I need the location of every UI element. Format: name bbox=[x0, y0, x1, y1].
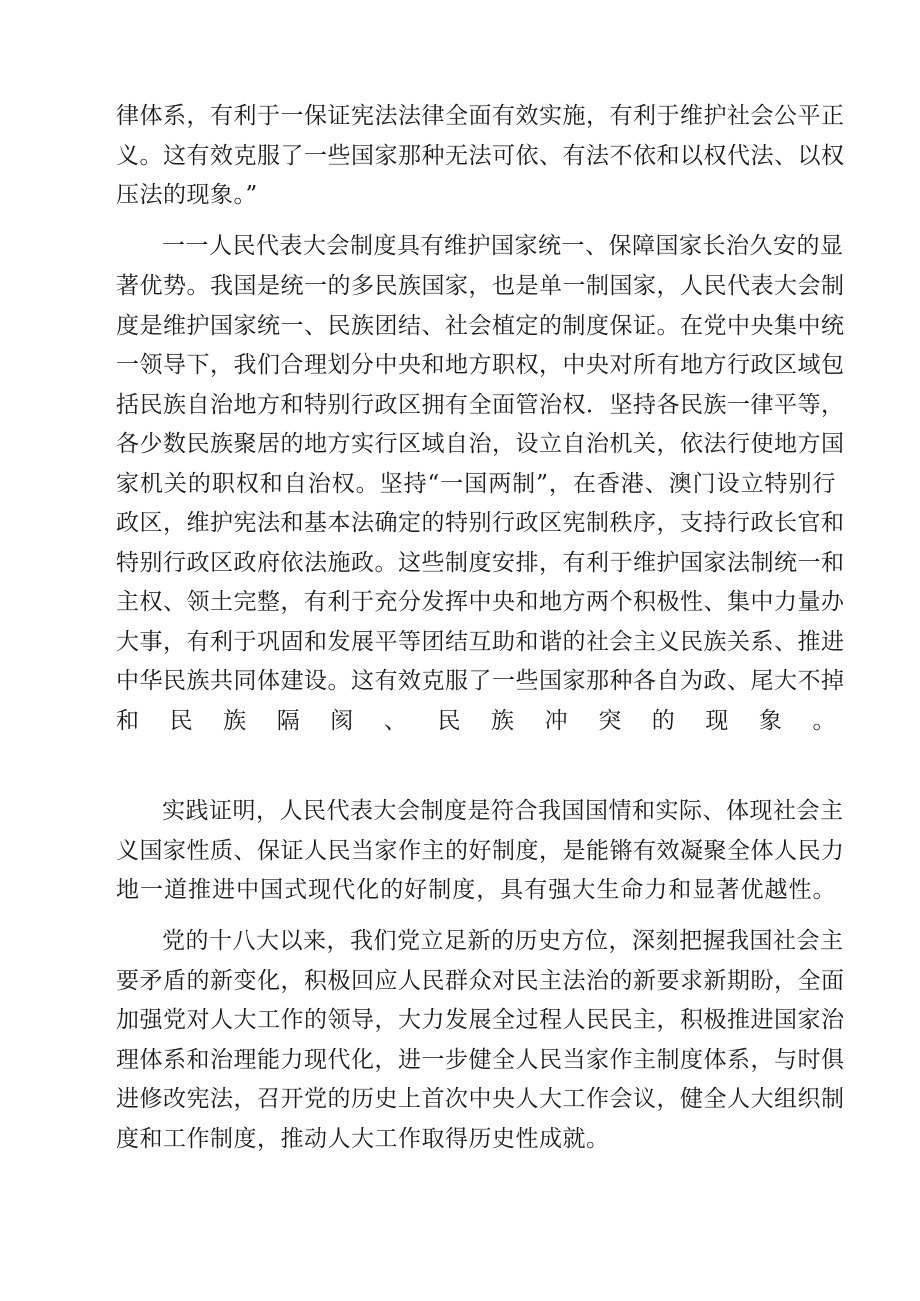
paragraph-2-line-6: 各少数民族聚居的地方实行区域自治，设立自治机关，依法行使地方国 bbox=[116, 431, 845, 457]
paragraph-2-line-8: 政区，维护宪法和基本法确定的特别行政区宪制秩序，支持行政长官和 bbox=[116, 510, 845, 536]
paragraph-2-line-9: 特别行政区政府依法施政。这些制度安排，有利于维护国家法制统一和 bbox=[116, 550, 845, 576]
paragraph-2-line-11: 大事，有利于巩固和发展平等团结互助和谐的社会主义民族关系、推进 bbox=[116, 629, 845, 655]
paragraph-1-line-2: 义。这有效克服了一些国家那种无法可依、有法不依和以权代法、以权 bbox=[116, 143, 845, 169]
paragraph-2-line-5: 括民族自治地方和特别行政区拥有全面管治权．坚持各民族一律平等， bbox=[116, 392, 845, 418]
paragraph-2-line-3: 度是维护国家统一、民族团结、社会植定的制度保证。在党中央集中统 bbox=[116, 313, 845, 339]
paragraph-3-line-1: 实践证明，人民代表大会制度是符合我国国情和实际、体现社会主 bbox=[162, 798, 844, 824]
paragraph-2-line-4: 一领导下，我们合理划分中央和地方职权，中央对所有地方行政区域包 bbox=[116, 352, 845, 378]
paragraph-4-line-2: 要矛盾的新变化，积极回应人民群众对民主法治的新要求新期盼，全面 bbox=[116, 968, 845, 994]
paragraph-4-line-3: 加强党对人大工作的领导，大力发展全过程人民民主，积极推进国家治 bbox=[116, 1007, 845, 1033]
paragraph-2-line-1: 一一人民代表大会制度具有维护国家统一、保障国家长治久安的显 bbox=[162, 233, 844, 259]
paragraph-1-line-3: 压法的现象。” bbox=[116, 182, 258, 208]
paragraph-2-line-14 bbox=[116, 740, 836, 780]
paragraph-4-line-4: 理体系和治理能力现代化，进一步健全人民当家作主制度体系，与时俱 bbox=[116, 1047, 845, 1073]
paragraph-3-line-2: 义国家性质、保证人民当家作主的好制度，是能锵有效凝聚全体人民力 bbox=[116, 838, 845, 864]
paragraph-4-line-5: 进修改宪法，召开党的历史上首次中央人大工作会议，健全人大组织制 bbox=[116, 1086, 845, 1112]
paragraph-4-line-1: 党的十八大以来，我们党立足新的历史方位，深刻把握我国社会主 bbox=[162, 928, 844, 954]
paragraph-2-line-13: 和民族隔阂、民族冲突的现象。 bbox=[116, 708, 836, 734]
paragraph-2-line-12: 中华民族共同体建设。这有效克服了一些国家那种各自为政、尾大不掉 bbox=[116, 668, 845, 694]
paragraph-4-line-6: 度和工作制度，推动人大工作取得历史性成就。 bbox=[116, 1126, 610, 1152]
paragraph-2-line-10: 主权、领土完整，有利于充分发挥中央和地方两个积极性、集中力量办 bbox=[116, 589, 845, 615]
paragraph-2-line-2: 著优势。我国是统一的多民族国家，也是单一制国家，人民代表大会制 bbox=[116, 273, 845, 299]
paragraph-1-line-1: 律体系，有利于一保证宪法法律全面有效实施，有利于维护社会公平正 bbox=[116, 103, 845, 129]
paragraph-2-line-7: 家机关的职权和自治权。坚持“一国两制”，在香港、澳门设立特别行 bbox=[116, 471, 836, 497]
paragraph-3-line-3: 地一道推进中国式现代化的好制度，具有强大生命力和显著优越性。 bbox=[116, 877, 836, 903]
